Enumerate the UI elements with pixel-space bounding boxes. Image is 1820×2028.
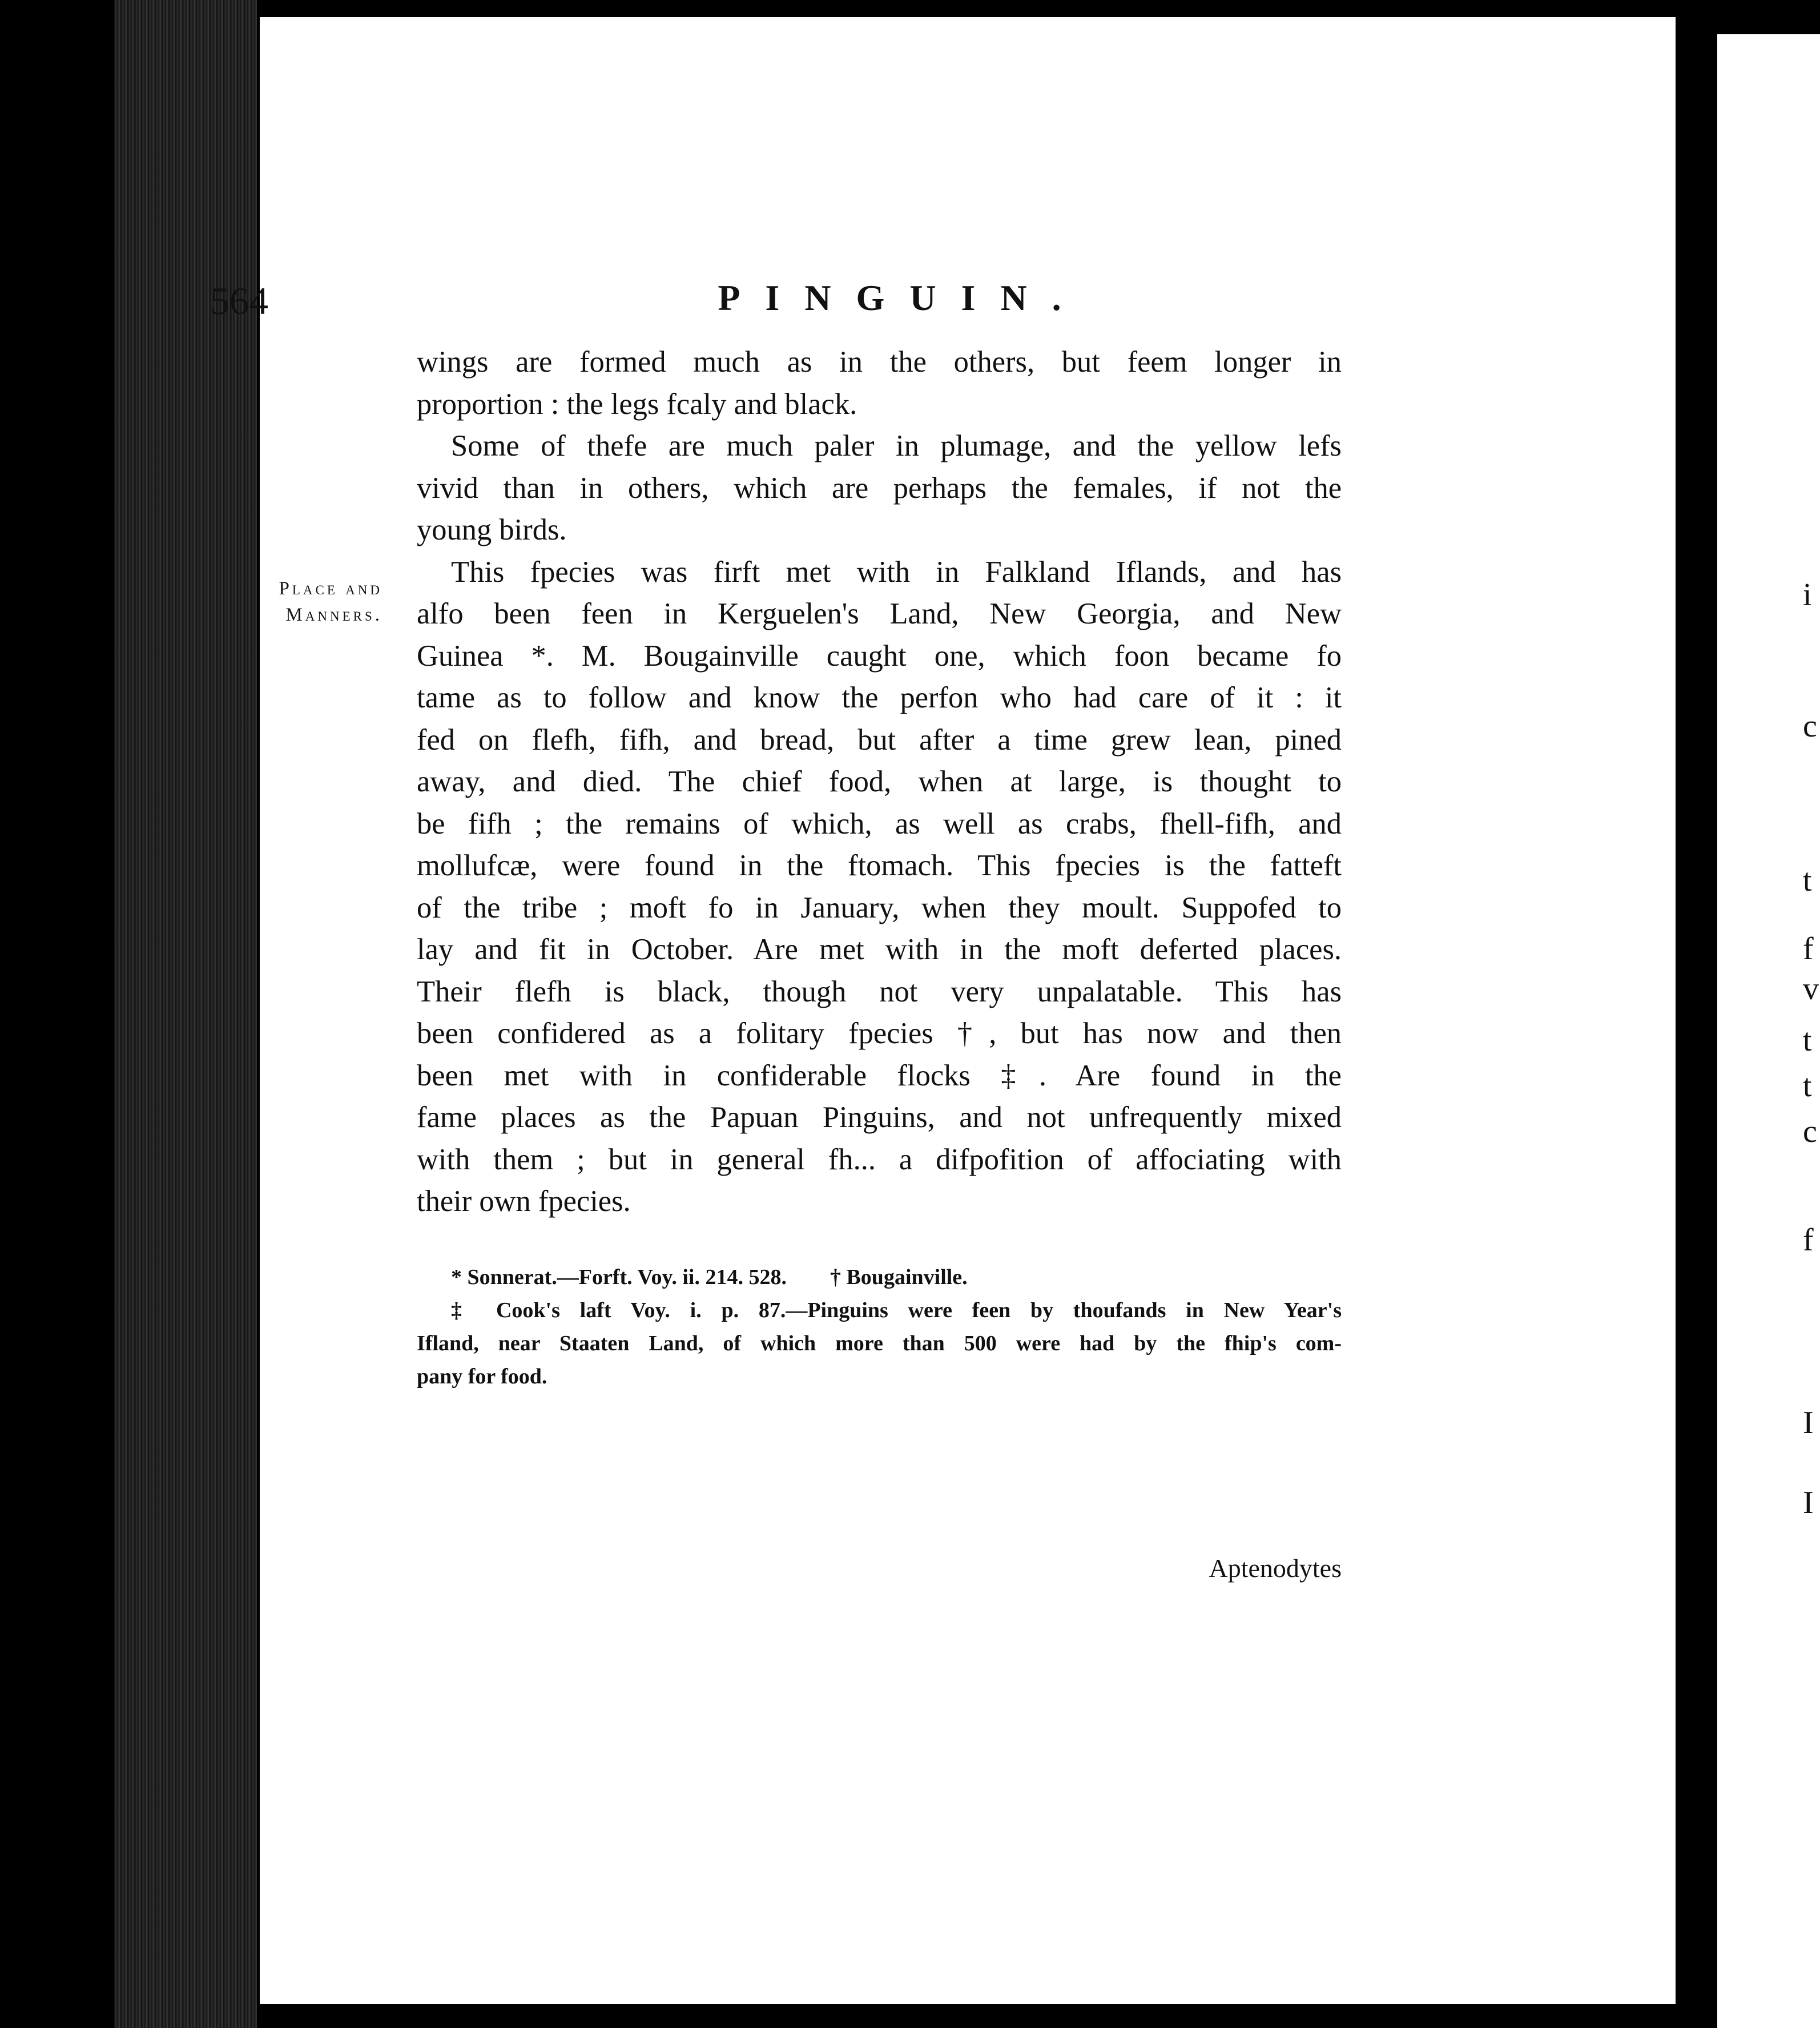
text-line: their own fpecies. (417, 1185, 631, 1218)
text-line: away, and died. The chief food, when at large, is thought to (417, 765, 1342, 798)
edge-char: f (1803, 1222, 1814, 1258)
page-number: 564 (210, 279, 268, 323)
edge-char: f (1803, 931, 1814, 967)
catchword: Aptenodytes (1209, 1554, 1342, 1583)
footnote-line: pany for food. (417, 1365, 547, 1389)
edge-char: t (1803, 1023, 1812, 1058)
text-line: be fifh ; the remains of which, as well as crabs, fhell-fifh, and (417, 807, 1342, 840)
text-line: alfo been feen in Kerguelen's Land, New Georgia, and New (417, 597, 1342, 630)
footnote-line: * Sonnerat.—Forft. Voy. ii. 214. 528. † Bougainville. (451, 1265, 968, 1289)
edge-char: i (1803, 577, 1812, 613)
edge-char: c (1803, 709, 1817, 744)
running-head: PINGUIN. (718, 277, 1086, 318)
text-line: wings are formed much as in the others, but feem longer in (417, 345, 1342, 379)
text-line: been met with in confiderable flocks ‡. Are found in the (417, 1059, 1342, 1092)
text-line: Some of thefe are much paler in plumage, and the yellow lefs (451, 429, 1342, 462)
text-line: tame as to follow and know the perfon who had care of it : it (417, 681, 1342, 714)
text-line: young birds. (417, 513, 567, 546)
text-line: proportion : the legs fcaly and black. (417, 387, 857, 421)
margin-note-line: Place and (279, 578, 382, 599)
edge-char: I (1803, 1485, 1814, 1520)
margin-note-line: Manners. (285, 605, 382, 625)
margin-note (206, 576, 382, 628)
edge-char: v (1803, 971, 1819, 1007)
text-line: been confidered as a folitary fpecies †, but has now and then (417, 1017, 1342, 1050)
text-line: of the tribe ; moft fo in January, when they moult. Suppofed to (417, 891, 1342, 924)
footnote-line: ‡ Cook's laft Voy. i. p. 87.—Pinguins were feen by thoufands in New Year's (451, 1298, 1342, 1322)
edge-char: I (1803, 1405, 1814, 1440)
text-line: Guinea *. M. Bougainville caught one, which foon became fo (417, 639, 1342, 673)
edge-char: t (1803, 1068, 1812, 1104)
footnote-line: Ifland, near Staaten Land, of which more than 500 were had by the fhip's com- (417, 1331, 1342, 1355)
text-line: vivid than in others, which are perhaps the females, if not the (417, 471, 1342, 505)
text-line: Their flefh is black, though not very unpalatable. This has (417, 975, 1342, 1008)
edge-char: t (1803, 863, 1812, 898)
footnotes (417, 1261, 1342, 1393)
text-line: fed on flefh, fifh, and bread, but after a time grew lean, pined (417, 723, 1342, 757)
text-line: lay and fit in October. Are met with in the moft deferted places. (417, 933, 1342, 966)
edge-char: c (1803, 1114, 1817, 1149)
text-line: with them ; but in general fh... a difpofition of affociating with (417, 1142, 1342, 1176)
adjacent-page-edge (1713, 34, 1820, 2028)
text-line: This fpecies was firft met with in Falkland Iflands, and has (451, 555, 1342, 589)
text-line: mollufcæ, were found in the ftomach. This fpecies is the fatteft (417, 849, 1342, 882)
text-line: fame places as the Papuan Pinguins, and not unfrequently mixed (417, 1101, 1342, 1134)
body-text (417, 341, 1342, 1223)
